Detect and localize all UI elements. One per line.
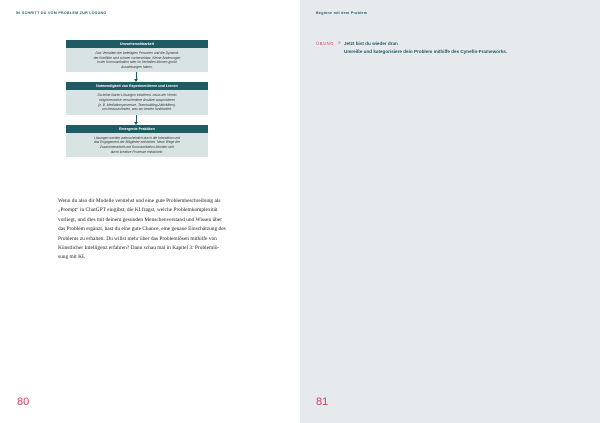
paragraph-line: „Prompt“ in ChatGPT eingibst, die KI fragst, welche Problemkomplexität <box>58 207 218 214</box>
stage-line: Das Verhalten der beteiligten Personen und die Dynamik <box>95 51 179 55</box>
left-running-head: 50 SCHRITT DU VOM PROBLEM ZUR LÖSUNG <box>16 11 107 15</box>
stage-line: möglicherweise verschiedene Ansätze ausprobieren <box>98 97 176 102</box>
paragraph-line: Künstlicher Intelligenz erfahren? Dann schau mal in Kapitel 3: Problemlö- <box>58 245 220 252</box>
stage-title: Emergente Praktiken <box>66 125 208 133</box>
paragraph-line: vorliegt, und dies mit deinem gesunden Menschenverstand und Wissen über <box>58 216 223 223</box>
diagram-stage-2 <box>66 82 208 114</box>
stage-line: Lösungen werden wahrscheinlich durch die Interaktion und <box>94 135 180 140</box>
down-arrow-icon <box>66 115 208 125</box>
stage-line: durch kreative Prozesse entwickeln. <box>110 149 164 154</box>
paragraph-line: Wenn du also dir Modelle verstehst und eine gute Problembeschreibung als <box>58 198 221 204</box>
body-paragraph <box>58 197 232 263</box>
flow-diagram <box>66 40 208 157</box>
stage-line: in der Kommunikation oder im Verhalten können große <box>97 60 177 65</box>
stage-description <box>66 90 208 114</box>
right-page <box>300 0 600 423</box>
exercise-instruction: Umreiße und kategorisiere dein Problem mithilfe des Cynefin-Frameworks. <box>344 49 508 54</box>
stage-description <box>66 133 208 157</box>
exercise-label: ÜBUNG <box>316 41 335 46</box>
page-number-left: 80 <box>17 396 30 408</box>
stage-line: der Konflikte sind schwer vorhersehbar. Kleine Änderungen <box>93 55 181 60</box>
diagram-stage-1 <box>66 40 208 72</box>
stage-line: Zusammenarbeit und Kommunikation könnten sich <box>99 144 175 149</box>
stage-title: Unvorhersehbarkeit <box>66 40 208 48</box>
stage-line: das Engagement der Mitglieder entstehen. Neue Wege der <box>93 140 181 145</box>
right-running-head: Beginne mit dem Problem <box>316 11 368 15</box>
diagram-stage-3 <box>66 125 208 157</box>
stage-description <box>66 48 208 72</box>
paragraph-line: Problems zu erhalten. Du willst mehr über das Problemlösen mithilfe von <box>58 235 217 242</box>
exercise-heading: Jetzt bist du wieder dran <box>344 41 398 46</box>
down-arrow-icon <box>66 72 208 82</box>
stage-line: Da keine klaren Lösungen existieren, muss der Verein <box>97 93 177 98</box>
stage-line: um herauszufinden, was am besten funktioniert. <box>101 107 172 112</box>
paragraph-line: das Problem ergänzt, hast du eine gute Chance, eine genaue Einschätzung des <box>58 226 226 233</box>
stage-title: Notwendigkeit von Experimentieren und Lernen <box>66 82 208 90</box>
bullet-icon: » <box>338 40 341 46</box>
page-number-right: 81 <box>316 396 329 408</box>
stage-line: Auswirkungen haben. <box>121 64 153 69</box>
paragraph-line: sung mit KI. <box>58 254 86 261</box>
stage-line: (z. B. Mediationsprozesse, Teambuilding-Aktivitäten), <box>98 102 176 107</box>
